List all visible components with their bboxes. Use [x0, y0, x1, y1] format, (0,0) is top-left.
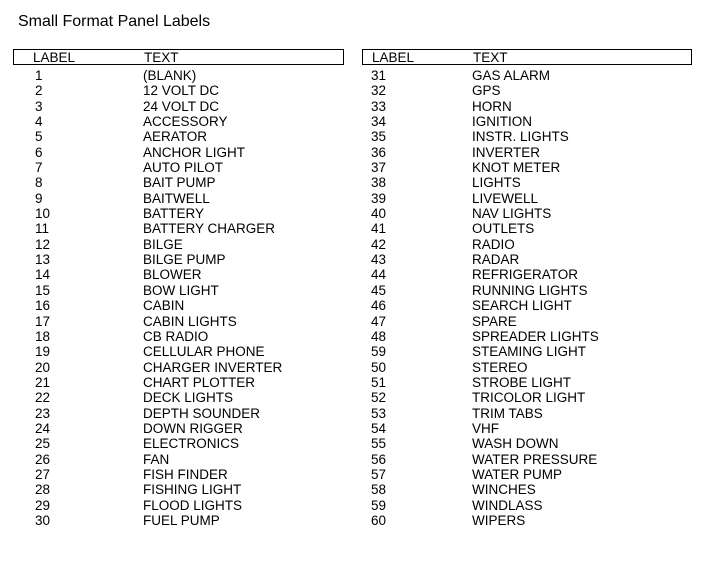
- label-number: 19: [35, 344, 51, 360]
- label-text: BATTERY: [143, 206, 205, 222]
- label-text: STROBE LIGHT: [472, 374, 572, 390]
- table-row: [362, 221, 692, 236]
- table-row: [362, 129, 692, 144]
- label-text: WATER PRESSURE: [472, 451, 598, 467]
- label-text: DEPTH SOUNDER: [143, 405, 261, 421]
- label-number: 48: [371, 328, 387, 344]
- table-row: [13, 206, 344, 221]
- label-text: ANCHOR LIGHT: [143, 144, 246, 160]
- label-number: 5: [35, 129, 43, 145]
- label-number: 36: [371, 144, 387, 160]
- table-row: [362, 375, 692, 390]
- label-number: 24: [35, 420, 51, 436]
- label-text: KNOT METER: [472, 160, 561, 176]
- table-row: [362, 175, 692, 190]
- label-text: FUEL PUMP: [143, 512, 220, 528]
- label-text: AUTO PILOT: [143, 160, 224, 176]
- right-table-rows: [362, 68, 692, 528]
- label-text: ELECTRONICS: [143, 436, 240, 452]
- label-number: 54: [371, 420, 387, 436]
- label-number: 30: [35, 512, 51, 528]
- label-number: 2: [35, 83, 43, 99]
- label-text: GPS: [472, 83, 501, 99]
- table-row: [13, 145, 344, 160]
- label-number: 38: [371, 175, 387, 191]
- label-text: CELLULAR PHONE: [143, 344, 265, 360]
- table-row: [13, 83, 344, 98]
- label-text: WINCHES: [472, 482, 536, 498]
- label-text: STEAMING LIGHT: [472, 344, 587, 360]
- label-text: (BLANK): [143, 68, 197, 83]
- table-row: [362, 452, 692, 467]
- table-row: [362, 206, 692, 221]
- label-text: CABIN: [143, 298, 185, 314]
- table-row: [13, 191, 344, 206]
- label-text: CABIN LIGHTS: [143, 313, 237, 329]
- label-number: 60: [371, 512, 387, 528]
- label-number: 53: [371, 405, 387, 421]
- label-text: BILGE: [143, 236, 183, 252]
- label-number: 28: [35, 482, 51, 498]
- table-row: [362, 329, 692, 344]
- label-number: 56: [371, 451, 387, 467]
- label-text: WASH DOWN: [472, 436, 559, 452]
- label-number: 44: [371, 267, 387, 283]
- label-number: 52: [371, 390, 387, 406]
- label-text: AERATOR: [143, 129, 208, 145]
- label-text: FISHING LIGHT: [143, 482, 242, 498]
- label-text: RADAR: [472, 252, 520, 268]
- table-row: [362, 421, 692, 436]
- label-number: 31: [371, 68, 387, 83]
- label-text: DECK LIGHTS: [143, 390, 234, 406]
- table-row: [13, 99, 344, 114]
- label-number: 21: [35, 374, 51, 390]
- table-row: [362, 114, 692, 129]
- table-row: [13, 129, 344, 144]
- label-number: 25: [35, 436, 51, 452]
- label-number: 57: [371, 466, 387, 482]
- table-row: [13, 267, 344, 282]
- label-number: 23: [35, 405, 51, 421]
- label-number: 10: [35, 206, 51, 222]
- label-text: HORN: [472, 98, 512, 114]
- label-number: 59: [371, 344, 387, 360]
- label-number: 27: [35, 466, 51, 482]
- table-row: [13, 298, 344, 313]
- table-row: [362, 298, 692, 313]
- table-row: [362, 360, 692, 375]
- text-column-header: TEXT: [473, 50, 508, 65]
- label-number: 7: [35, 160, 43, 176]
- label-text: CHARGER INVERTER: [143, 359, 283, 375]
- label-number: 37: [371, 160, 387, 176]
- table-row: [13, 114, 344, 129]
- label-number: 3: [35, 98, 43, 114]
- label-number: 6: [35, 144, 43, 160]
- label-text: TRICOLOR LIGHT: [472, 390, 586, 406]
- label-text: CHART PLOTTER: [143, 374, 256, 390]
- label-number: 39: [371, 190, 387, 206]
- table-row: [362, 467, 692, 482]
- label-number: 40: [371, 206, 387, 222]
- left-label-table: [13, 49, 344, 528]
- table-row: [362, 267, 692, 282]
- page-title: Small Format Panel Labels: [18, 13, 211, 30]
- label-number: 32: [371, 83, 387, 99]
- label-text: BOW LIGHT: [143, 282, 219, 298]
- label-number: 4: [35, 114, 43, 130]
- label-number: 18: [35, 328, 51, 344]
- table-row: [362, 513, 692, 528]
- label-text: SEARCH LIGHT: [472, 298, 572, 314]
- table-row: [362, 436, 692, 451]
- label-text: SPREADER LIGHTS: [472, 328, 599, 344]
- label-number: 12: [35, 236, 51, 252]
- table-row: [362, 68, 692, 83]
- label-text: BATTERY CHARGER: [143, 221, 276, 237]
- table-row: [362, 344, 692, 359]
- label-text: WIPERS: [472, 512, 526, 528]
- table-row: [362, 314, 692, 329]
- table-row: [13, 513, 344, 528]
- table-row: [13, 360, 344, 375]
- right-label-table: [362, 49, 692, 528]
- table-row: [13, 237, 344, 252]
- table-row: [362, 390, 692, 405]
- table-row: [13, 436, 344, 451]
- label-text: LIVEWELL: [472, 190, 539, 206]
- table-row: [13, 252, 344, 267]
- label-text: REFRIGERATOR: [472, 267, 579, 283]
- table-row: [362, 406, 692, 421]
- table-row: [13, 467, 344, 482]
- label-number: 35: [371, 129, 387, 145]
- label-number: 45: [371, 282, 387, 298]
- table-header: [362, 49, 692, 65]
- label-text: CB RADIO: [143, 328, 209, 344]
- table-row: [362, 83, 692, 98]
- left-table-rows: [13, 68, 344, 528]
- table-row: [13, 160, 344, 175]
- label-number: 43: [371, 252, 387, 268]
- label-text: VHF: [472, 420, 499, 436]
- label-number: 13: [35, 252, 51, 268]
- label-text: 12 VOLT DC: [143, 83, 220, 99]
- label-number: 1: [35, 68, 43, 83]
- label-number: 9: [35, 190, 43, 206]
- label-number: 34: [371, 114, 387, 130]
- table-row: [362, 252, 692, 267]
- label-number: 51: [371, 374, 387, 390]
- label-number: 55: [371, 436, 387, 452]
- label-column-header: LABEL: [33, 50, 76, 65]
- label-text: INVERTER: [472, 144, 541, 160]
- table-row: [13, 283, 344, 298]
- table-row: [362, 237, 692, 252]
- table-row: [362, 498, 692, 513]
- label-number: 33: [371, 98, 387, 114]
- table-row: [362, 283, 692, 298]
- label-text: TRIM TABS: [472, 405, 543, 421]
- table-row: [13, 375, 344, 390]
- label-text: STEREO: [472, 359, 528, 375]
- label-number: 26: [35, 451, 51, 467]
- label-text: 24 VOLT DC: [143, 98, 220, 114]
- label-text: GAS ALARM: [472, 68, 551, 83]
- label-text: RUNNING LIGHTS: [472, 282, 588, 298]
- label-number: 16: [35, 298, 51, 314]
- label-number: 15: [35, 282, 51, 298]
- label-number: 22: [35, 390, 51, 406]
- table-row: [13, 498, 344, 513]
- label-number: 42: [371, 236, 387, 252]
- label-text: OUTLETS: [472, 221, 535, 237]
- table-row: [13, 175, 344, 190]
- table-row: [13, 68, 344, 83]
- table-row: [362, 482, 692, 497]
- label-number: 50: [371, 359, 387, 375]
- label-text: RADIO: [472, 236, 515, 252]
- label-text: FAN: [143, 451, 170, 467]
- label-number: 47: [371, 313, 387, 329]
- text-column-header: TEXT: [144, 50, 179, 65]
- table-header: [13, 49, 344, 65]
- table-row: [362, 191, 692, 206]
- table-row: [13, 452, 344, 467]
- label-text: NAV LIGHTS: [472, 206, 552, 222]
- table-row: [13, 344, 344, 359]
- table-row: [13, 390, 344, 405]
- label-column-header: LABEL: [372, 50, 415, 65]
- label-text: WATER PUMP: [472, 466, 562, 482]
- table-row: [13, 314, 344, 329]
- label-text: BAIT PUMP: [143, 175, 216, 191]
- table-row: [13, 406, 344, 421]
- label-text: BILGE PUMP: [143, 252, 226, 268]
- label-text: LIGHTS: [472, 175, 521, 191]
- label-text: INSTR. LIGHTS: [472, 129, 569, 145]
- table-row: [13, 221, 344, 236]
- table-row: [13, 482, 344, 497]
- label-text: BAITWELL: [143, 190, 210, 206]
- label-number: 17: [35, 313, 51, 329]
- label-number: 29: [35, 497, 51, 513]
- label-number: 58: [371, 482, 387, 498]
- table-row: [362, 99, 692, 114]
- label-text: FISH FINDER: [143, 466, 228, 482]
- label-text: ACCESSORY: [143, 114, 228, 130]
- label-number: 59: [371, 497, 387, 513]
- table-row: [362, 160, 692, 175]
- label-text: DOWN RIGGER: [143, 420, 243, 436]
- label-number: 11: [35, 221, 50, 237]
- table-row: [362, 145, 692, 160]
- table-row: [13, 421, 344, 436]
- label-text: WINDLASS: [472, 497, 543, 513]
- label-number: 20: [35, 359, 51, 375]
- label-number: 14: [35, 267, 51, 283]
- label-text: SPARE: [472, 313, 517, 329]
- label-number: 41: [371, 221, 387, 237]
- table-row: [13, 329, 344, 344]
- label-text: BLOWER: [143, 267, 202, 283]
- label-number: 46: [371, 298, 387, 314]
- label-number: 8: [35, 175, 43, 191]
- label-text: FLOOD LIGHTS: [143, 497, 243, 513]
- label-text: IGNITION: [472, 114, 532, 130]
